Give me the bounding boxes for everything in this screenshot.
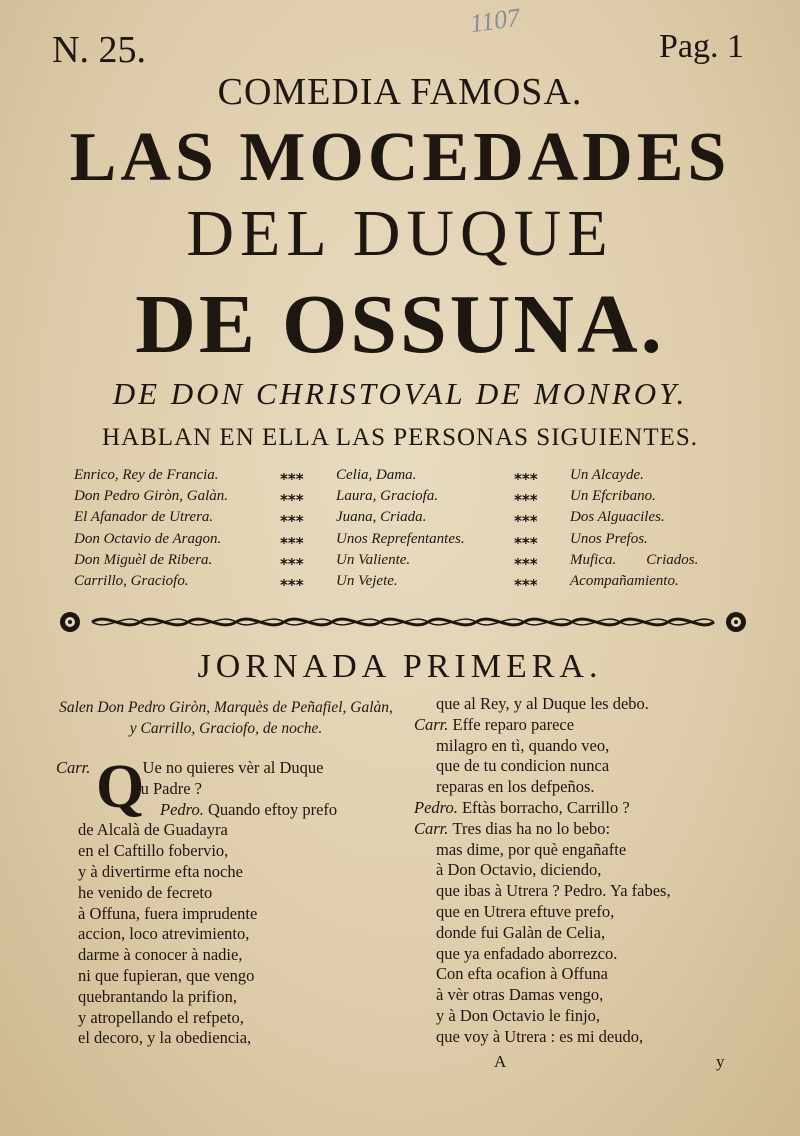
verse-line bbox=[78, 1008, 244, 1029]
rosette-right-icon bbox=[726, 612, 746, 632]
speaker-label: Carr. bbox=[414, 714, 453, 734]
verse-text: à Offuna, fuera imprudente bbox=[78, 903, 258, 923]
cast-entry: Don Octavio de Aragon. bbox=[74, 530, 222, 547]
verse-line bbox=[78, 945, 242, 966]
verse-text: que ibas à Utrera ? Pedro. Ya fabes, bbox=[436, 881, 671, 901]
verse-line bbox=[436, 923, 605, 944]
act-heading: JORNADA PRIMERA. bbox=[197, 648, 603, 685]
title-line-2: DEL DUQUE bbox=[186, 197, 614, 270]
verse-line bbox=[436, 840, 626, 861]
verse-line bbox=[78, 820, 228, 841]
verse-text: donde fui Galàn de Celia, bbox=[436, 922, 606, 942]
catchword: y bbox=[716, 1052, 725, 1071]
verse-line bbox=[436, 881, 671, 902]
verse-line bbox=[78, 883, 212, 904]
cast-entry: Celia, Dama. bbox=[336, 467, 417, 483]
title-line-1: LAS MOCEDADES bbox=[69, 119, 731, 196]
cast-entry: Unos Reprefentantes. bbox=[336, 530, 465, 547]
verse-line bbox=[436, 985, 603, 1006]
verse-line bbox=[436, 736, 609, 757]
verse-line bbox=[414, 798, 630, 819]
verse-line bbox=[136, 779, 202, 800]
author-line: DE DON CHRISTOVAL DE MONROY. bbox=[112, 376, 688, 411]
asterism: ⁎⁎⁎ bbox=[514, 466, 538, 484]
verse-text: Quando eftoy prefo bbox=[207, 799, 338, 819]
asterism: ⁎⁎⁎ bbox=[280, 508, 304, 527]
asterism: ⁎⁎⁎ bbox=[280, 466, 304, 484]
verse-line bbox=[436, 777, 595, 798]
verse-text: he venido de fecreto bbox=[78, 882, 213, 902]
cast-entry: Mufica. Criados. bbox=[570, 551, 699, 568]
verse-text: tu Padre ? bbox=[136, 778, 202, 798]
cast-entry: Carrillo, Graciofo. bbox=[74, 573, 189, 590]
cast-column-1 bbox=[74, 465, 228, 592]
verse-text: Tres dias ha no lo bebo: bbox=[452, 818, 611, 838]
asterism: ⁎⁎⁎ bbox=[280, 572, 304, 591]
verse-text: y à Don Octavio le finjo, bbox=[436, 1006, 601, 1025]
verse-text: milagro en tì, quando veo, bbox=[436, 735, 610, 755]
verse-line bbox=[414, 819, 610, 840]
cast-entry: Acompañamiento. bbox=[570, 573, 679, 590]
speaker-label: Pedro. bbox=[160, 799, 208, 819]
verse-line bbox=[436, 694, 649, 715]
verse-text: en el Caftillo fobervio, bbox=[78, 841, 229, 861]
cast-column-3 bbox=[570, 465, 698, 592]
asterism: ⁎⁎⁎ bbox=[514, 572, 538, 591]
cast-entry: Don Miguèl de Ribera. bbox=[74, 551, 213, 568]
verse-text: quebrantando la prifion, bbox=[78, 986, 237, 1006]
verse-text: y atropellando el refpeto, bbox=[78, 1007, 244, 1027]
comedy-number: N. 25. bbox=[52, 29, 146, 71]
verse-line bbox=[78, 987, 237, 1008]
verse-line bbox=[436, 860, 601, 881]
verse-text: ni que fupieran, que vengo bbox=[78, 966, 255, 985]
verse-text: mas dime, por què engañafte bbox=[436, 839, 627, 859]
speaker-label: Pedro. bbox=[414, 798, 462, 817]
verse-line bbox=[436, 902, 614, 923]
verse-text: reparas en los defpeños. bbox=[436, 777, 595, 797]
drop-cap: Q bbox=[96, 753, 145, 821]
verse-line bbox=[436, 1006, 600, 1027]
verse-line bbox=[436, 944, 617, 965]
cast-entry: Unos Prefos. bbox=[570, 530, 648, 547]
verse-text: que en Utrera eftuve prefo, bbox=[436, 902, 615, 921]
verse-text: de Alcalà de Guadayra bbox=[78, 820, 228, 840]
verse-line bbox=[160, 800, 337, 821]
asterism-column-1 bbox=[280, 465, 304, 592]
signature-mark: A bbox=[494, 1052, 507, 1071]
cast-entry: Dos Alguaciles. bbox=[570, 509, 665, 526]
cast-entry: Un Alcayde. bbox=[570, 467, 644, 483]
verse-text: y à divertirme efta noche bbox=[78, 862, 243, 881]
cast-heading: HABLAN EN ELLA LAS PERSONAS SIGUIENTES. bbox=[102, 424, 698, 451]
stage-direction: Salen Don Pedro Giròn, Marquès de Peñafiel, Galàn, y Carrillo, Graciofo, de noche. bbox=[59, 699, 393, 737]
kicker-title: COMEDIA FAMOSA. bbox=[217, 71, 583, 113]
verse-text: darme à conocer à nadie, bbox=[78, 945, 243, 965]
title-line-3: DE OSSUNA. bbox=[135, 278, 665, 371]
verse-line bbox=[78, 862, 243, 883]
verse-line bbox=[78, 841, 228, 862]
verse-line bbox=[78, 924, 249, 945]
cast-entry: Un Efcribano. bbox=[570, 488, 656, 505]
asterism-column-2 bbox=[514, 465, 538, 592]
verse-text: que de tu condicion nunca bbox=[436, 756, 610, 776]
cast-entry: Enrico, Rey de Francia. bbox=[74, 467, 219, 483]
asterism: ⁎⁎⁎ bbox=[514, 508, 538, 527]
pencil-annotation: 1107 bbox=[468, 2, 522, 39]
verse-line bbox=[436, 756, 609, 777]
cast-entry: Don Pedro Giròn, Galàn. bbox=[74, 488, 229, 505]
verse-text: à Don Octavio, diciendo, bbox=[436, 860, 602, 880]
verse-line bbox=[436, 1027, 643, 1048]
cast-entry: Laura, Graciofa. bbox=[336, 488, 439, 505]
cast-entry: El Afanador de Utrera. bbox=[74, 509, 214, 526]
cast-column-2 bbox=[336, 465, 465, 592]
rosette-left-icon bbox=[60, 612, 80, 632]
speaker-label: Carr. bbox=[414, 818, 453, 838]
verse-line bbox=[414, 715, 574, 736]
verse-text: que ya enfadado aborrezco. bbox=[436, 943, 618, 963]
verse-line bbox=[78, 904, 257, 925]
cast-entry: Un Valiente. bbox=[336, 551, 411, 568]
verse-line bbox=[436, 964, 608, 985]
verse-text: que voy à Utrera : es mi deudo, bbox=[436, 1026, 644, 1046]
page-number: Pag. 1 bbox=[659, 28, 744, 65]
asterism: ⁎⁎⁎ bbox=[514, 487, 538, 506]
verse-text: Ue no quieres vèr al Duque bbox=[142, 758, 324, 777]
asterism: ⁎⁎⁎ bbox=[280, 550, 304, 569]
cast-entry: Juana, Criada. bbox=[336, 509, 427, 526]
verse-text: Con efta ocafion à Offuna bbox=[436, 964, 608, 984]
verse-line bbox=[78, 966, 254, 987]
verse-text: que al Rey, y al Duque les debo. bbox=[436, 694, 649, 713]
speaker-label: Carr. bbox=[56, 758, 95, 777]
verse-text: à vèr otras Damas vengo, bbox=[436, 985, 604, 1005]
verse-text: Effe reparo parece bbox=[452, 714, 575, 734]
asterism: ⁎⁎⁎ bbox=[280, 487, 304, 506]
asterism: ⁎⁎⁎ bbox=[280, 529, 304, 548]
verse-text: accion, loco atrevimiento, bbox=[78, 924, 250, 944]
verse-line bbox=[78, 1028, 251, 1049]
verse-text: Eftàs borracho, Carrillo ? bbox=[461, 798, 630, 817]
verse-line bbox=[56, 758, 324, 779]
verse-text: el decoro, y la obediencia, bbox=[78, 1028, 252, 1048]
asterism: ⁎⁎⁎ bbox=[514, 529, 538, 548]
cast-entry: Un Vejete. bbox=[336, 573, 398, 590]
asterism: ⁎⁎⁎ bbox=[514, 550, 538, 569]
ornament-rule bbox=[58, 606, 748, 638]
